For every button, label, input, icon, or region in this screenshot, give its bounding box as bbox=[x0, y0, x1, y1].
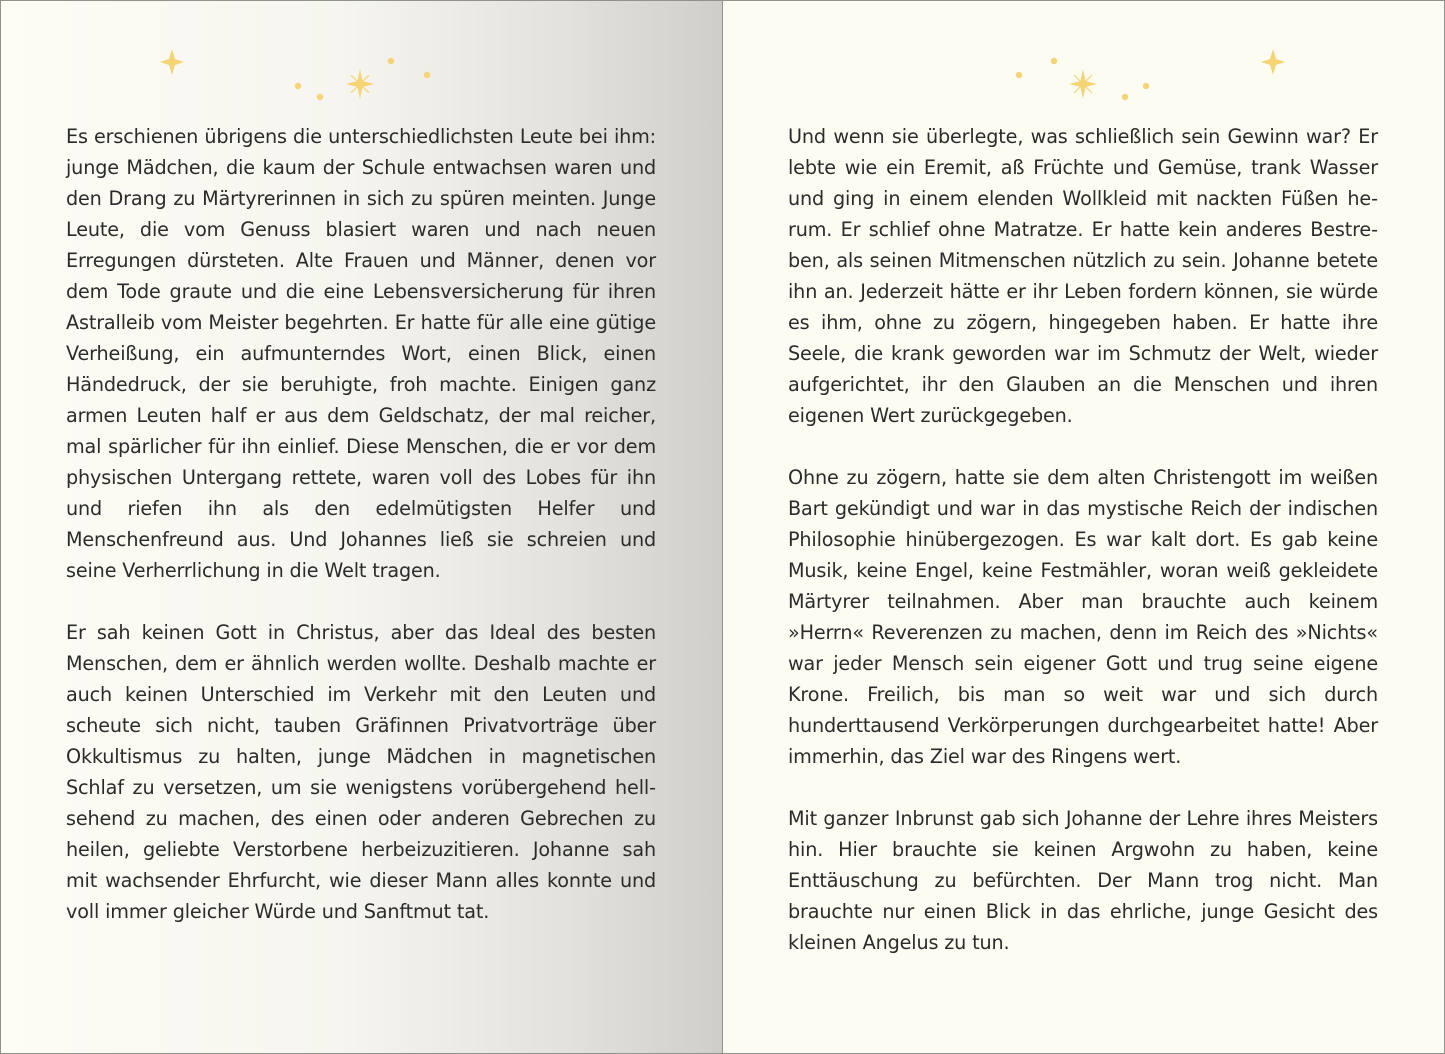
left-page-text bbox=[66, 121, 656, 958]
left-page bbox=[1, 1, 722, 1053]
paragraph: Mit ganzer Inbrunst gab sich Johanne der Lehre ihres Meisters hin. Hier brauchte sie keinen Argwohn zu haben, keine Enttäuschung zu befürchten. Der Mann trog nicht. Man brauchte nur einen Blick in das ehrliche, junge Gesicht des kleinen Angelus zu tun. bbox=[788, 807, 1378, 954]
paragraph: Er sah keinen Gott in Christus, aber das Ideal des besten Menschen, dem er ähnlich werden wollte. Deshalb machte er auch keinen Unterschied im Verkehr mit den Leuten und scheute sich nicht, tauben Gräfinnen Privatvorträge über Okkultismus zu halten, junge Mädchen in magnetischen Schlaf zu versetzen, um sie wenigstens vorübergehend hellsehend zu machen, des einen oder anderen Gebrechen zu heilen, geliebte Verstorbene herbeizuzitieren. Johanne sah mit wachsender Ehrfurcht, wie dieser Mann alles konnte und voll immer gleicher Würde und Sanftmut tat. bbox=[66, 621, 656, 923]
right-page bbox=[723, 1, 1444, 1053]
paragraph: Es erschienen übrigens die unterschiedlichsten Leute bei ihm: junge Mädchen, die kaum der Schule entwachsen waren und den Drang zu Märtyrerinnen in sich zu spüren meinten. Junge Leute, die vom Genuss blasiert waren und nach neuen Erregungen dürsteten. Alte Frauen und Männer, denen vor dem Tode graute und die eine Lebensversicherung für ihren Astralleib vom Meister begehrten. Er hatte für alle eine gütige Verheißung, ein aufmunterndes Wort, einen Blick, einen Händedruck, der sie beruhigte, froh machte. Einigen ganz armen Leuten half er aus dem Geldschatz, der mal reicher, mal spärlicher für ihn einlief. Diese Menschen, die er vor dem physischen Untergang rettete, waren voll des Lobes für ihn und riefen ihn als den edelmütigsten Helfer und Menschenfreund aus. Und Johannes ließ sie schreien und seine Verherrlichung in die Welt tragen. bbox=[66, 125, 656, 582]
dot-icon bbox=[1122, 94, 1128, 100]
sparkle-icon bbox=[160, 49, 184, 75]
dot-icon bbox=[317, 94, 323, 100]
paragraph: Und wenn sie überlegte, was schließlich sein Gewinn war? Er lebte wie ein Eremit, aß Früchte und Gemüse, trank Wasser und ging in einem elenden Wollkleid mit nackten Füßen herum. Er schlief ohne Matratze. Er hatte kein anderes Bestreben, als seinen Mitmenschen nützlich zu sein. Johanne betete ihn an. Jederzeit hätte er ihr Leben fordern können, sie würde es ihm, ohne zu zögern, hingegeben haben. Er hatte ihre Seele, die krank geworden war im Schmutz der Welt, wieder aufgerichtet, ihr den Glauben an die Menschen und ihren eigenen Wert zurückgegeben. bbox=[788, 125, 1378, 427]
dot-icon bbox=[388, 58, 394, 64]
dot-icon bbox=[1143, 83, 1149, 89]
right-page-text bbox=[788, 121, 1378, 989]
dot-icon bbox=[1016, 72, 1022, 78]
paragraph: Ohne zu zögern, hatte sie dem alten Christengott im weißen Bart gekündigt und war in das mystische Reich der indischen Philosophie hinübergezogen. Es war kalt dort. Es gab keine Musik, keine Engel, keine Festmähler, woran weiß gekleidete Märtyrer teilnahmen. Aber man brauchte auch keinem »Herrn« Reverenzen zu machen, denn im Reich des »Nichts« war jeder Mensch sein eigener Gott und trug seine eigene Krone. Freilich, bis man so weit war und sich durch hunderttausend Verkörperungen durchgearbeitet hatte! Aber immerhin, das Ziel war des Ringens wert. bbox=[788, 466, 1378, 768]
sparkle-icon bbox=[1261, 49, 1285, 75]
dot-icon bbox=[1051, 58, 1057, 64]
star-ornament-left bbox=[1, 1, 722, 111]
dot-icon bbox=[295, 83, 301, 89]
dot-icon bbox=[424, 72, 430, 78]
star-ornament-right bbox=[723, 1, 1444, 111]
